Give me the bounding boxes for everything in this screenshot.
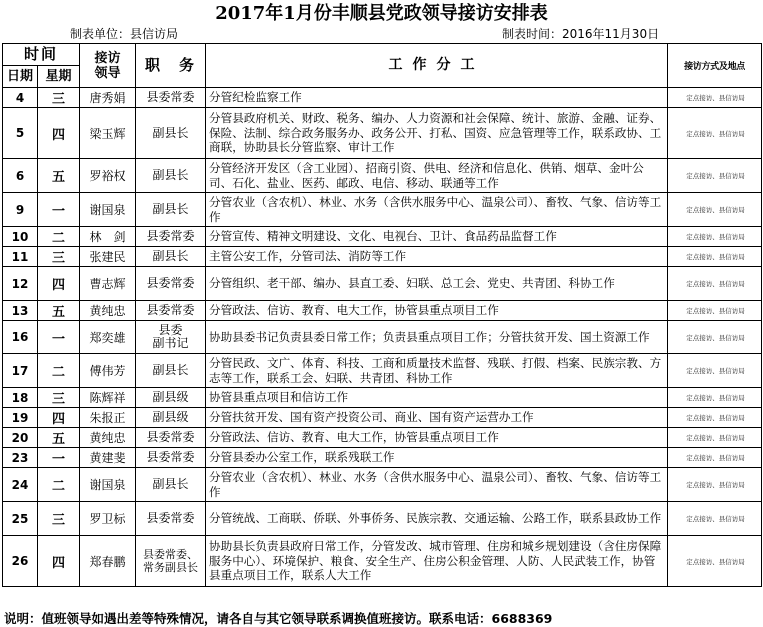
header-leader-line1: 接访 (94, 50, 121, 66)
method-cell: 定点接访、县信访局 (668, 227, 762, 247)
table-row (3, 468, 762, 502)
header-time: 时间 (3, 44, 80, 66)
method-cell: 定点接访、县信访局 (668, 247, 762, 267)
date-cell: 19 (3, 408, 38, 428)
method-cell: 定点接访、县信访局 (668, 354, 762, 388)
method-cell: 定点接访、县信访局 (668, 388, 762, 408)
table-row (3, 88, 762, 108)
table-row (3, 354, 762, 388)
date-cell: 18 (3, 388, 38, 408)
method-cell: 定点接访、县信访局 (668, 536, 762, 587)
header-leader-line2: 领导 (94, 65, 121, 81)
method-cell: 定点接访、县信访局 (668, 408, 762, 428)
date-cell: 5 (3, 108, 38, 159)
duty-cell: 分管政法、信访、教育、电大工作，协管县重点项目工作 (206, 428, 668, 448)
leader-name-cell: 唐秀娟 (80, 88, 136, 108)
duty-cell: 分管统战、工商联、侨联、外事侨务、民族宗教、交通运输、公路工作，联系县政协工作 (206, 502, 668, 536)
position-cell: 副县长 (136, 159, 206, 193)
table-row (3, 536, 762, 587)
method-cell: 定点接访、县信访局 (668, 88, 762, 108)
duty-cell: 分管纪检监察工作 (206, 88, 668, 108)
issuing-unit: 制表单位：县信访局 (70, 27, 179, 41)
leader-name-cell: 陈辉祥 (80, 388, 136, 408)
leader-name-cell: 罗裕权 (80, 159, 136, 193)
duty-cell: 分管县政府机关、财政、税务、编办、人力资源和社会保障、统计、旅游、金融、证券、保险、法制、综合政务服务办、政务公开、打私、国资、应急管理等工作，联系政协、工商联，协助县长分管监察、审计工作 (206, 108, 668, 159)
header-leader (80, 44, 136, 88)
weekday-cell: 二 (38, 227, 80, 247)
leader-name-cell: 朱报正 (80, 408, 136, 428)
duty-cell: 协助县委书记负责县委日常工作；负责县重点项目工作；分管扶贫开发、国土资源工作 (206, 321, 668, 354)
position-cell: 县委常委 (136, 502, 206, 536)
leader-name-cell: 张建民 (80, 247, 136, 267)
table-row (3, 448, 762, 468)
leader-name-cell: 梁玉辉 (80, 108, 136, 159)
table-row (3, 247, 762, 267)
date-cell: 20 (3, 428, 38, 448)
date-cell: 4 (3, 88, 38, 108)
footer-note: 说明：值班领导如遇出差等特殊情况，请各自与其它领导联系调换值班接访。联系电话：6688369 (4, 611, 553, 626)
position-cell (136, 321, 206, 354)
table-row (3, 159, 762, 193)
position-cell: 副县长 (136, 468, 206, 502)
weekday-cell: 一 (38, 321, 80, 354)
duty-cell: 分管扶贫开发、国有资产投资公司、商业、国有资产运营办工作 (206, 408, 668, 428)
leader-name-cell: 傅伟芳 (80, 354, 136, 388)
method-cell: 定点接访、县信访局 (668, 159, 762, 193)
leader-name-cell: 曹志辉 (80, 267, 136, 301)
issue-date: 制表时间：2016年11月30日 (502, 27, 660, 41)
date-cell: 17 (3, 354, 38, 388)
date-cell: 12 (3, 267, 38, 301)
weekday-cell: 四 (38, 536, 80, 587)
position-line-2: 常务副县长 (143, 561, 199, 574)
method-cell: 定点接访、县信访局 (668, 428, 762, 448)
method-cell: 定点接访、县信访局 (668, 502, 762, 536)
date-cell: 23 (3, 448, 38, 468)
duty-cell: 分管农业（含农机）、林业、水务（含供水服务中心、温泉公司）、畜牧、气象、信访等工作 (206, 193, 668, 227)
duty-cell: 主管公安工作，分管司法、消防等工作 (206, 247, 668, 267)
table-row (3, 321, 762, 354)
date-cell: 6 (3, 159, 38, 193)
weekday-cell: 五 (38, 159, 80, 193)
position-cell (136, 536, 206, 587)
table-row (3, 227, 762, 247)
position-cell: 县委常委 (136, 88, 206, 108)
leader-name-cell: 黄纯忠 (80, 428, 136, 448)
position-cell: 县委常委 (136, 301, 206, 321)
duty-cell: 分管政法、信访、教育、电大工作，协管县重点项目工作 (206, 301, 668, 321)
date-cell: 11 (3, 247, 38, 267)
position-cell: 副县级 (136, 408, 206, 428)
table-row (3, 301, 762, 321)
header-weekday: 星期 (38, 66, 80, 88)
table-row (3, 408, 762, 428)
weekday-cell: 二 (38, 468, 80, 502)
position-cell: 副县级 (136, 388, 206, 408)
table-row (3, 108, 762, 159)
weekday-cell: 四 (38, 108, 80, 159)
weekday-cell: 三 (38, 88, 80, 108)
leader-name-cell: 罗卫标 (80, 502, 136, 536)
duty-cell: 分管组织、老干部、编办、县直工委、妇联、总工会、党史、共青团、科协工作 (206, 267, 668, 301)
date-cell: 26 (3, 536, 38, 587)
weekday-cell: 五 (38, 301, 80, 321)
header-duty: 工作分工 (206, 44, 668, 88)
position-cell: 县委常委 (136, 267, 206, 301)
duty-cell: 分管农业（含农机）、林业、水务（含供水服务中心、温泉公司）、畜牧、气象、信访等工作 (206, 468, 668, 502)
duty-cell: 分管经济开发区（含工业园）、招商引资、供电、经济和信息化、供销、烟草、金叶公司、石化、盐业、医药、邮政、电信、移动、联通等工作 (206, 159, 668, 193)
duty-cell: 分管宣传、精神文明建设、文化、电视台、卫计、食品药品监督工作 (206, 227, 668, 247)
table-row (3, 502, 762, 536)
header-date: 日期 (3, 66, 38, 88)
leader-name-cell: 林 剑 (80, 227, 136, 247)
weekday-cell: 三 (38, 247, 80, 267)
position-cell: 县委常委 (136, 227, 206, 247)
leader-name-cell: 黄纯忠 (80, 301, 136, 321)
position-cell: 副县长 (136, 193, 206, 227)
position-cell: 县委常委 (136, 448, 206, 468)
weekday-cell: 三 (38, 388, 80, 408)
table-row (3, 267, 762, 301)
weekday-cell: 五 (38, 428, 80, 448)
method-cell: 定点接访、县信访局 (668, 108, 762, 159)
position-cell: 县委常委 (136, 428, 206, 448)
date-cell: 9 (3, 193, 38, 227)
leader-name-cell: 郑春鹏 (80, 536, 136, 587)
table-row (3, 193, 762, 227)
date-cell: 10 (3, 227, 38, 247)
position-cell: 副县长 (136, 354, 206, 388)
duty-cell: 协助县长负责县政府日常工作，分管发改、城市管理、住房和城乡规划建设（含住房保障服务中心）、环境保护、粮食、安全生产、住房公积金管理、人防、人民武装工作，协管县重点项目工作，联系人大工作 (206, 536, 668, 587)
position-line-2: 副书记 (152, 336, 189, 350)
weekday-cell: 一 (38, 448, 80, 468)
weekday-cell: 四 (38, 267, 80, 301)
leader-name-cell: 黄建斐 (80, 448, 136, 468)
table-row (3, 428, 762, 448)
header-position: 职 务 (136, 44, 206, 88)
schedule-table (2, 43, 762, 587)
position-line-1: 县委 (158, 323, 183, 337)
method-cell: 定点接访、县信访局 (668, 193, 762, 227)
date-cell: 16 (3, 321, 38, 354)
weekday-cell: 一 (38, 193, 80, 227)
header-row-top (3, 44, 762, 66)
header-method: 接访方式及地点 (668, 44, 762, 88)
duty-cell: 分管民政、文广、体育、科技、工商和质量技术监督、残联、打假、档案、民族宗教、方志等工作，联系工会、妇联、共青团、科协工作 (206, 354, 668, 388)
position-line-1: 县委常委、 (143, 548, 199, 561)
method-cell: 定点接访、县信访局 (668, 448, 762, 468)
date-cell: 25 (3, 502, 38, 536)
weekday-cell: 二 (38, 354, 80, 388)
page-title: 2017年1月份丰顺县党政领导接访安排表 (215, 3, 548, 24)
date-cell: 13 (3, 301, 38, 321)
duty-cell: 分管县委办公室工作，联系残联工作 (206, 448, 668, 468)
weekday-cell: 四 (38, 408, 80, 428)
position-cell: 副县长 (136, 108, 206, 159)
position-cell: 副县长 (136, 247, 206, 267)
duty-cell: 协管县重点项目和信访工作 (206, 388, 668, 408)
method-cell: 定点接访、县信访局 (668, 301, 762, 321)
date-cell: 24 (3, 468, 38, 502)
leader-name-cell: 谢国泉 (80, 193, 136, 227)
method-cell: 定点接访、县信访局 (668, 321, 762, 354)
table-row (3, 388, 762, 408)
method-cell: 定点接访、县信访局 (668, 267, 762, 301)
weekday-cell: 三 (38, 502, 80, 536)
method-cell: 定点接访、县信访局 (668, 468, 762, 502)
leader-name-cell: 谢国泉 (80, 468, 136, 502)
leader-name-cell: 郑奕雄 (80, 321, 136, 354)
